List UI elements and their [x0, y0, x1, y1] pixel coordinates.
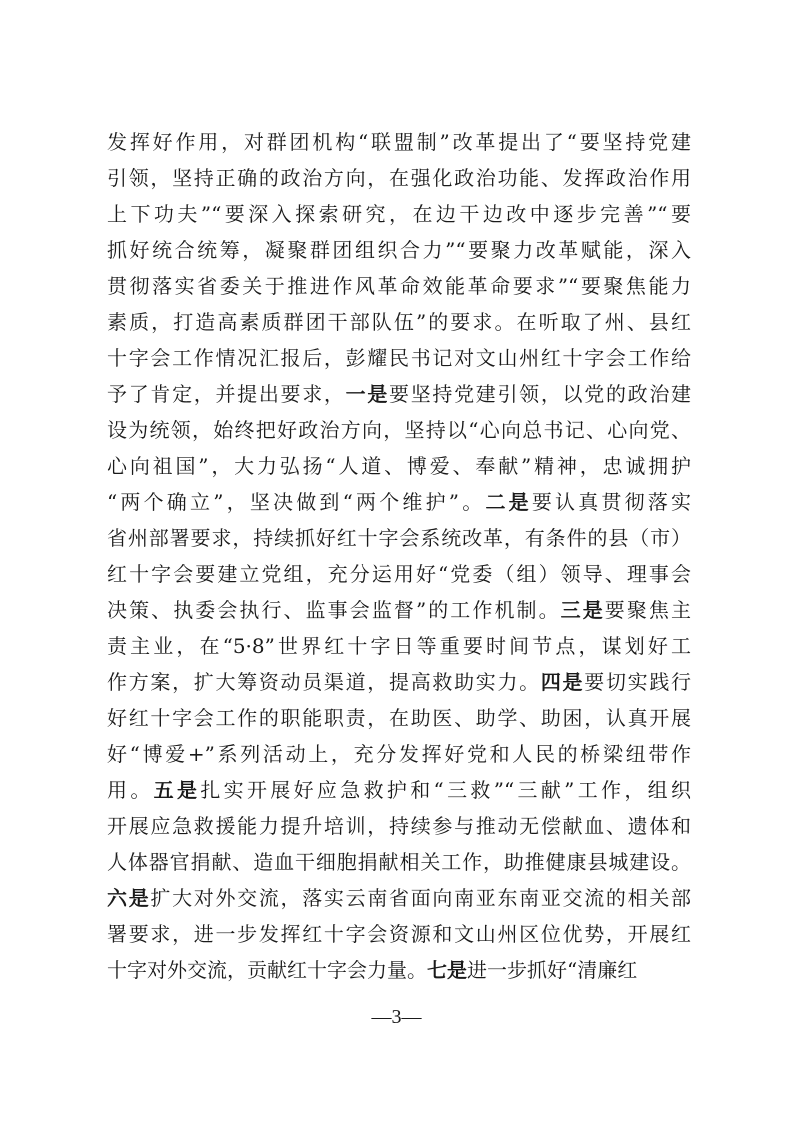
bold-marker: 二是	[485, 490, 532, 514]
text-line	[107, 556, 691, 592]
text-segment: 红十字会要建立党组，充分运用好“党委（组）领导、理事会	[107, 562, 691, 586]
text-line	[107, 520, 691, 556]
text-line	[107, 196, 691, 232]
text-line	[107, 448, 691, 484]
text-segment: 扩大对外交流，落实云南省面向南亚东南亚交流的相关部	[150, 886, 691, 910]
text-line	[107, 952, 691, 988]
bold-marker: 四是	[540, 670, 585, 694]
text-segment: 素质，打造高素质群团干部队伍”的要求。在听取了州、县红	[107, 310, 691, 334]
text-segment: 十字会工作情况汇报后，彭耀民书记对文山州红十字会工作给	[107, 346, 691, 370]
text-segment: 好“博爱+”系列活动上，充分发挥好党和人民的桥梁纽带作	[107, 742, 691, 766]
text-segment: 上下功夫”“要深入探索研究，在边干边改中逐步完善”“要	[107, 202, 691, 226]
text-line	[107, 628, 691, 664]
text-segment: 作方案，扩大筹资动员渠道，提高救助实力。	[107, 670, 541, 694]
text-segment: 要聚焦主	[604, 598, 691, 622]
text-segment: 人体器官捐献、造血干细胞捐献相关工作，助推健康县城建设。	[107, 850, 691, 874]
text-segment: 十字对外交流，贡献红十字会力量。	[107, 958, 427, 982]
text-segment: 心向祖国”，大力弘扬“人道、博爱、奉献”精神，忠诚拥护	[107, 454, 691, 478]
bold-marker: 七是	[427, 958, 467, 982]
text-line	[107, 916, 691, 952]
body-text	[107, 124, 691, 988]
text-segment: 发挥好作用，对群团机构“联盟制”改革提出了“要坚持党建	[107, 130, 691, 154]
page-number: —3—	[371, 1006, 422, 1028]
text-line	[107, 736, 691, 772]
text-line	[107, 808, 691, 844]
text-line	[107, 376, 691, 412]
text-line	[107, 268, 691, 304]
text-line	[107, 700, 691, 736]
bold-marker: 三是	[560, 598, 605, 622]
text-segment: 开展应急救援能力提升培训，持续参与推动无偿献血、遗体和	[107, 814, 691, 838]
text-segment: 设为统领，始终把好政治方向，坚持以“心向总书记、心向党、	[107, 418, 691, 442]
text-segment: 用。	[107, 778, 154, 802]
text-segment: 要坚持党建引领，以党的政治建	[389, 382, 691, 406]
bold-marker: 六是	[107, 886, 151, 910]
text-segment: 要切实践行	[584, 670, 691, 694]
text-line	[107, 412, 691, 448]
text-line	[107, 844, 691, 880]
text-segment: 决策、执委会执行、监事会监督”的工作机制。	[107, 598, 561, 622]
text-line	[107, 664, 691, 700]
text-line	[107, 484, 691, 520]
bold-marker: 一是	[345, 382, 390, 406]
text-segment: 责主业，在“5·8”世界红十字日等重要时间节点，谋划好工	[107, 634, 691, 658]
text-line	[107, 304, 691, 340]
text-line	[107, 592, 691, 628]
text-line	[107, 232, 691, 268]
text-line	[107, 772, 691, 808]
text-segment: 引领，坚持正确的政治方向，在强化政治功能、发挥政治作用	[107, 166, 691, 190]
bold-marker: 五是	[153, 778, 201, 802]
text-segment: 要认真贯彻落实	[531, 490, 691, 514]
text-segment: 予了肯定，并提出要求，	[107, 382, 346, 406]
text-segment: 署要求，进一步发挥红十字会资源和文山州区位优势，开展红	[107, 922, 691, 946]
text-segment: 扎实开展好应急救护和“三救”“三献”工作，组织	[200, 778, 691, 802]
text-line	[107, 340, 691, 376]
text-segment: “两个确立”，坚决做到“两个维护”。	[107, 490, 486, 514]
text-segment: 好红十字会工作的职能职责，在助医、助学、助困，认真开展	[107, 706, 691, 730]
text-line	[107, 160, 691, 196]
text-segment: 省州部署要求，持续抓好红十字会系统改革，有条件的县（市）	[107, 526, 691, 550]
text-line	[107, 124, 691, 160]
text-segment: 贯彻落实省委关于推进作风革命效能革命要求”“要聚焦能力	[107, 274, 691, 298]
text-segment: 抓好统合统筹，凝聚群团组织合力”“要聚力改革赋能，深入	[107, 238, 691, 262]
text-segment: 进一步抓好“清廉红	[467, 958, 638, 982]
text-line	[107, 880, 691, 916]
